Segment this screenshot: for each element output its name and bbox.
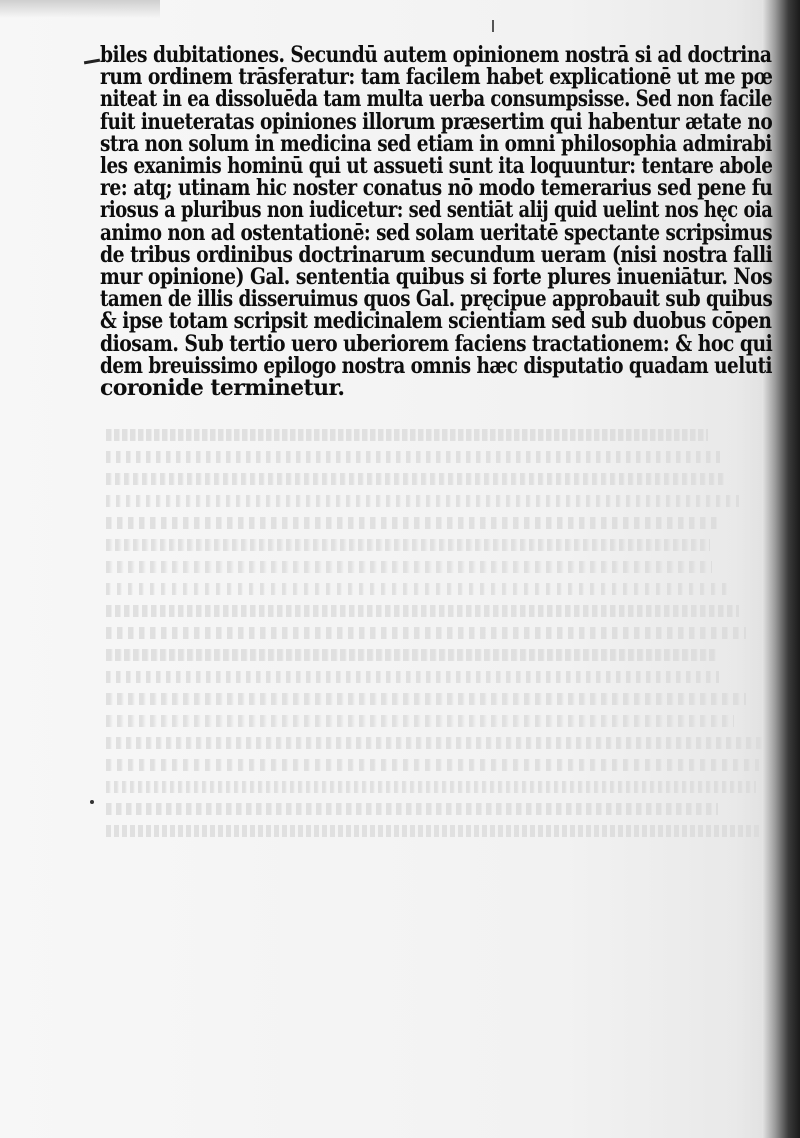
bleed-texture: [106, 495, 739, 507]
text-line: rum ordinem trāsferatur: tam facilem habet explicationē ut me pœ: [100, 64, 773, 91]
bleed-texture: [106, 737, 766, 749]
bleed-texture: [106, 473, 725, 485]
text-line: niteat in ea dissoluēda tam multa uerba consumpsisse. Sed non facile: [100, 86, 772, 113]
text-line: biles dubitationes. Secundū autem opinionem nostrā si ad doctrina: [100, 42, 772, 68]
text-line: de tribus ordinibus doctrinarum secundum ueram (nisi nostra falli: [100, 241, 773, 268]
bleed-texture: [106, 517, 722, 529]
bleed-through-text: [106, 420, 778, 847]
text-line: & ipse totam scripsit medicinalem scientiam sed sub duobus cōpen: [100, 308, 772, 335]
text-line: coronide terminetur.: [100, 375, 345, 402]
bleed-texture: [106, 429, 708, 441]
bleed-texture: [106, 693, 746, 705]
text-line: diosam. Sub tertio uero uberiorem faciens tractationem: & hoc qui: [100, 330, 773, 357]
text-line: animo non ad ostentationē: sed solam ueritatē spectante scripsimus: [100, 219, 773, 246]
bleed-texture: [106, 627, 746, 639]
printer-mark: [492, 20, 494, 32]
text-line: dem breuissimo epilogo nostra omnis hæc disputatio quadam ueluti: [100, 352, 773, 379]
bleed-texture: [106, 671, 719, 683]
bleed-texture: [106, 781, 756, 793]
text-line: les exanimis hominū qui ut assueti sunt ita loquuntur: tentare abole: [100, 153, 773, 180]
main-text-block: [100, 42, 773, 402]
bleed-texture: [106, 803, 718, 815]
bleed-texture: [106, 759, 759, 771]
text-line: re: atq; utinam hic noster conatus nō modo temerarius sed pene fu: [100, 175, 773, 202]
text-line: tamen de illis disseruimus quos Gal. pręcipue approbauit sub quibus: [100, 286, 773, 313]
bleed-texture: [106, 539, 710, 551]
bleed-texture: [106, 451, 720, 463]
page-corner-shadow: [0, 0, 160, 18]
bleed-texture: [106, 715, 734, 727]
margin-dot: [90, 800, 94, 804]
text-line: stra non solum in medicina sed etiam in omni philosophia admirabi: [100, 130, 772, 157]
text-line: riosus a pluribus non iudicetur: sed sentiāt alij quid uelint nos hęc oia: [100, 197, 773, 224]
bleed-texture: [106, 649, 717, 661]
bleed-texture: [106, 561, 712, 573]
bleed-texture: [106, 825, 761, 837]
bleed-texture: [106, 583, 729, 595]
text-line: fuit inueteratas opiniones illorum præsertim qui habentur ætate no: [100, 108, 773, 135]
bleed-texture: [106, 605, 739, 617]
text-line: mur opinione) Gal. sententia quibus si forte plures inueniātur. Nos: [100, 264, 773, 291]
